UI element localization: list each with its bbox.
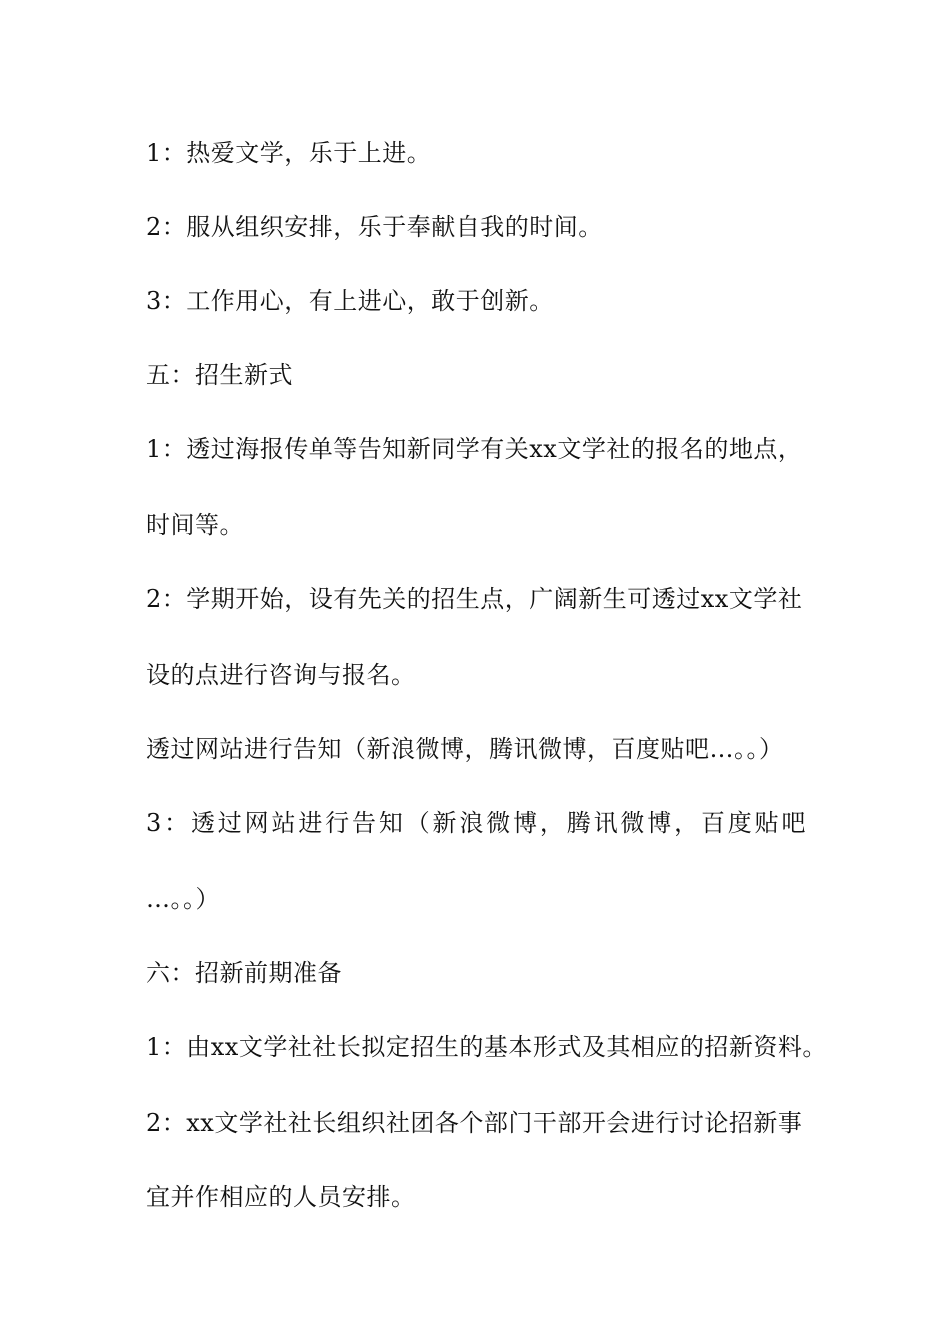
paragraph-website-notice: 透过网站进行告知（新浪微博，腾讯微博，百度贴吧…。。）: [146, 735, 784, 763]
paragraph-method-3-line-2: …。。）: [146, 885, 220, 913]
paragraph-prep-2-line-1: 2：xx文学社社长组织社团各个部门干部开会进行讨论招新事: [146, 1109, 803, 1137]
paragraph-method-1-line-1: 1：透过海报传单等告知新同学有关xx文学社的报名的地点，: [146, 435, 803, 463]
paragraph-method-1-line-2: 时间等。: [146, 511, 244, 539]
paragraph-method-2-line-1: 2：学期开始，设有先关的招生点，广阔新生可透过xx文学社: [146, 585, 803, 613]
section-heading-recruit-method: 五：招生新式: [146, 361, 293, 389]
paragraph-prep-2-line-2: 宜并作相应的人员安排。: [146, 1183, 416, 1211]
paragraph-requirement-3: 3：工作用心，有上进心，敢于创新。: [146, 287, 554, 315]
section-heading-preparation: 六：招新前期准备: [146, 959, 342, 987]
paragraph-method-2-line-2: 设的点进行咨询与报名。: [146, 661, 416, 689]
paragraph-requirement-1: 1：热爱文学，乐于上进。: [146, 139, 432, 167]
paragraph-requirement-2: 2：服从组织安排，乐于奉献自我的时间。: [146, 213, 603, 241]
paragraph-prep-1: 1：由xx文学社社长拟定招生的基本形式及其相应的招新资料。: [146, 1033, 827, 1061]
paragraph-method-3-line-1: 3：透过网站进行告知（新浪微博，腾讯微博，百度贴吧: [146, 809, 806, 837]
